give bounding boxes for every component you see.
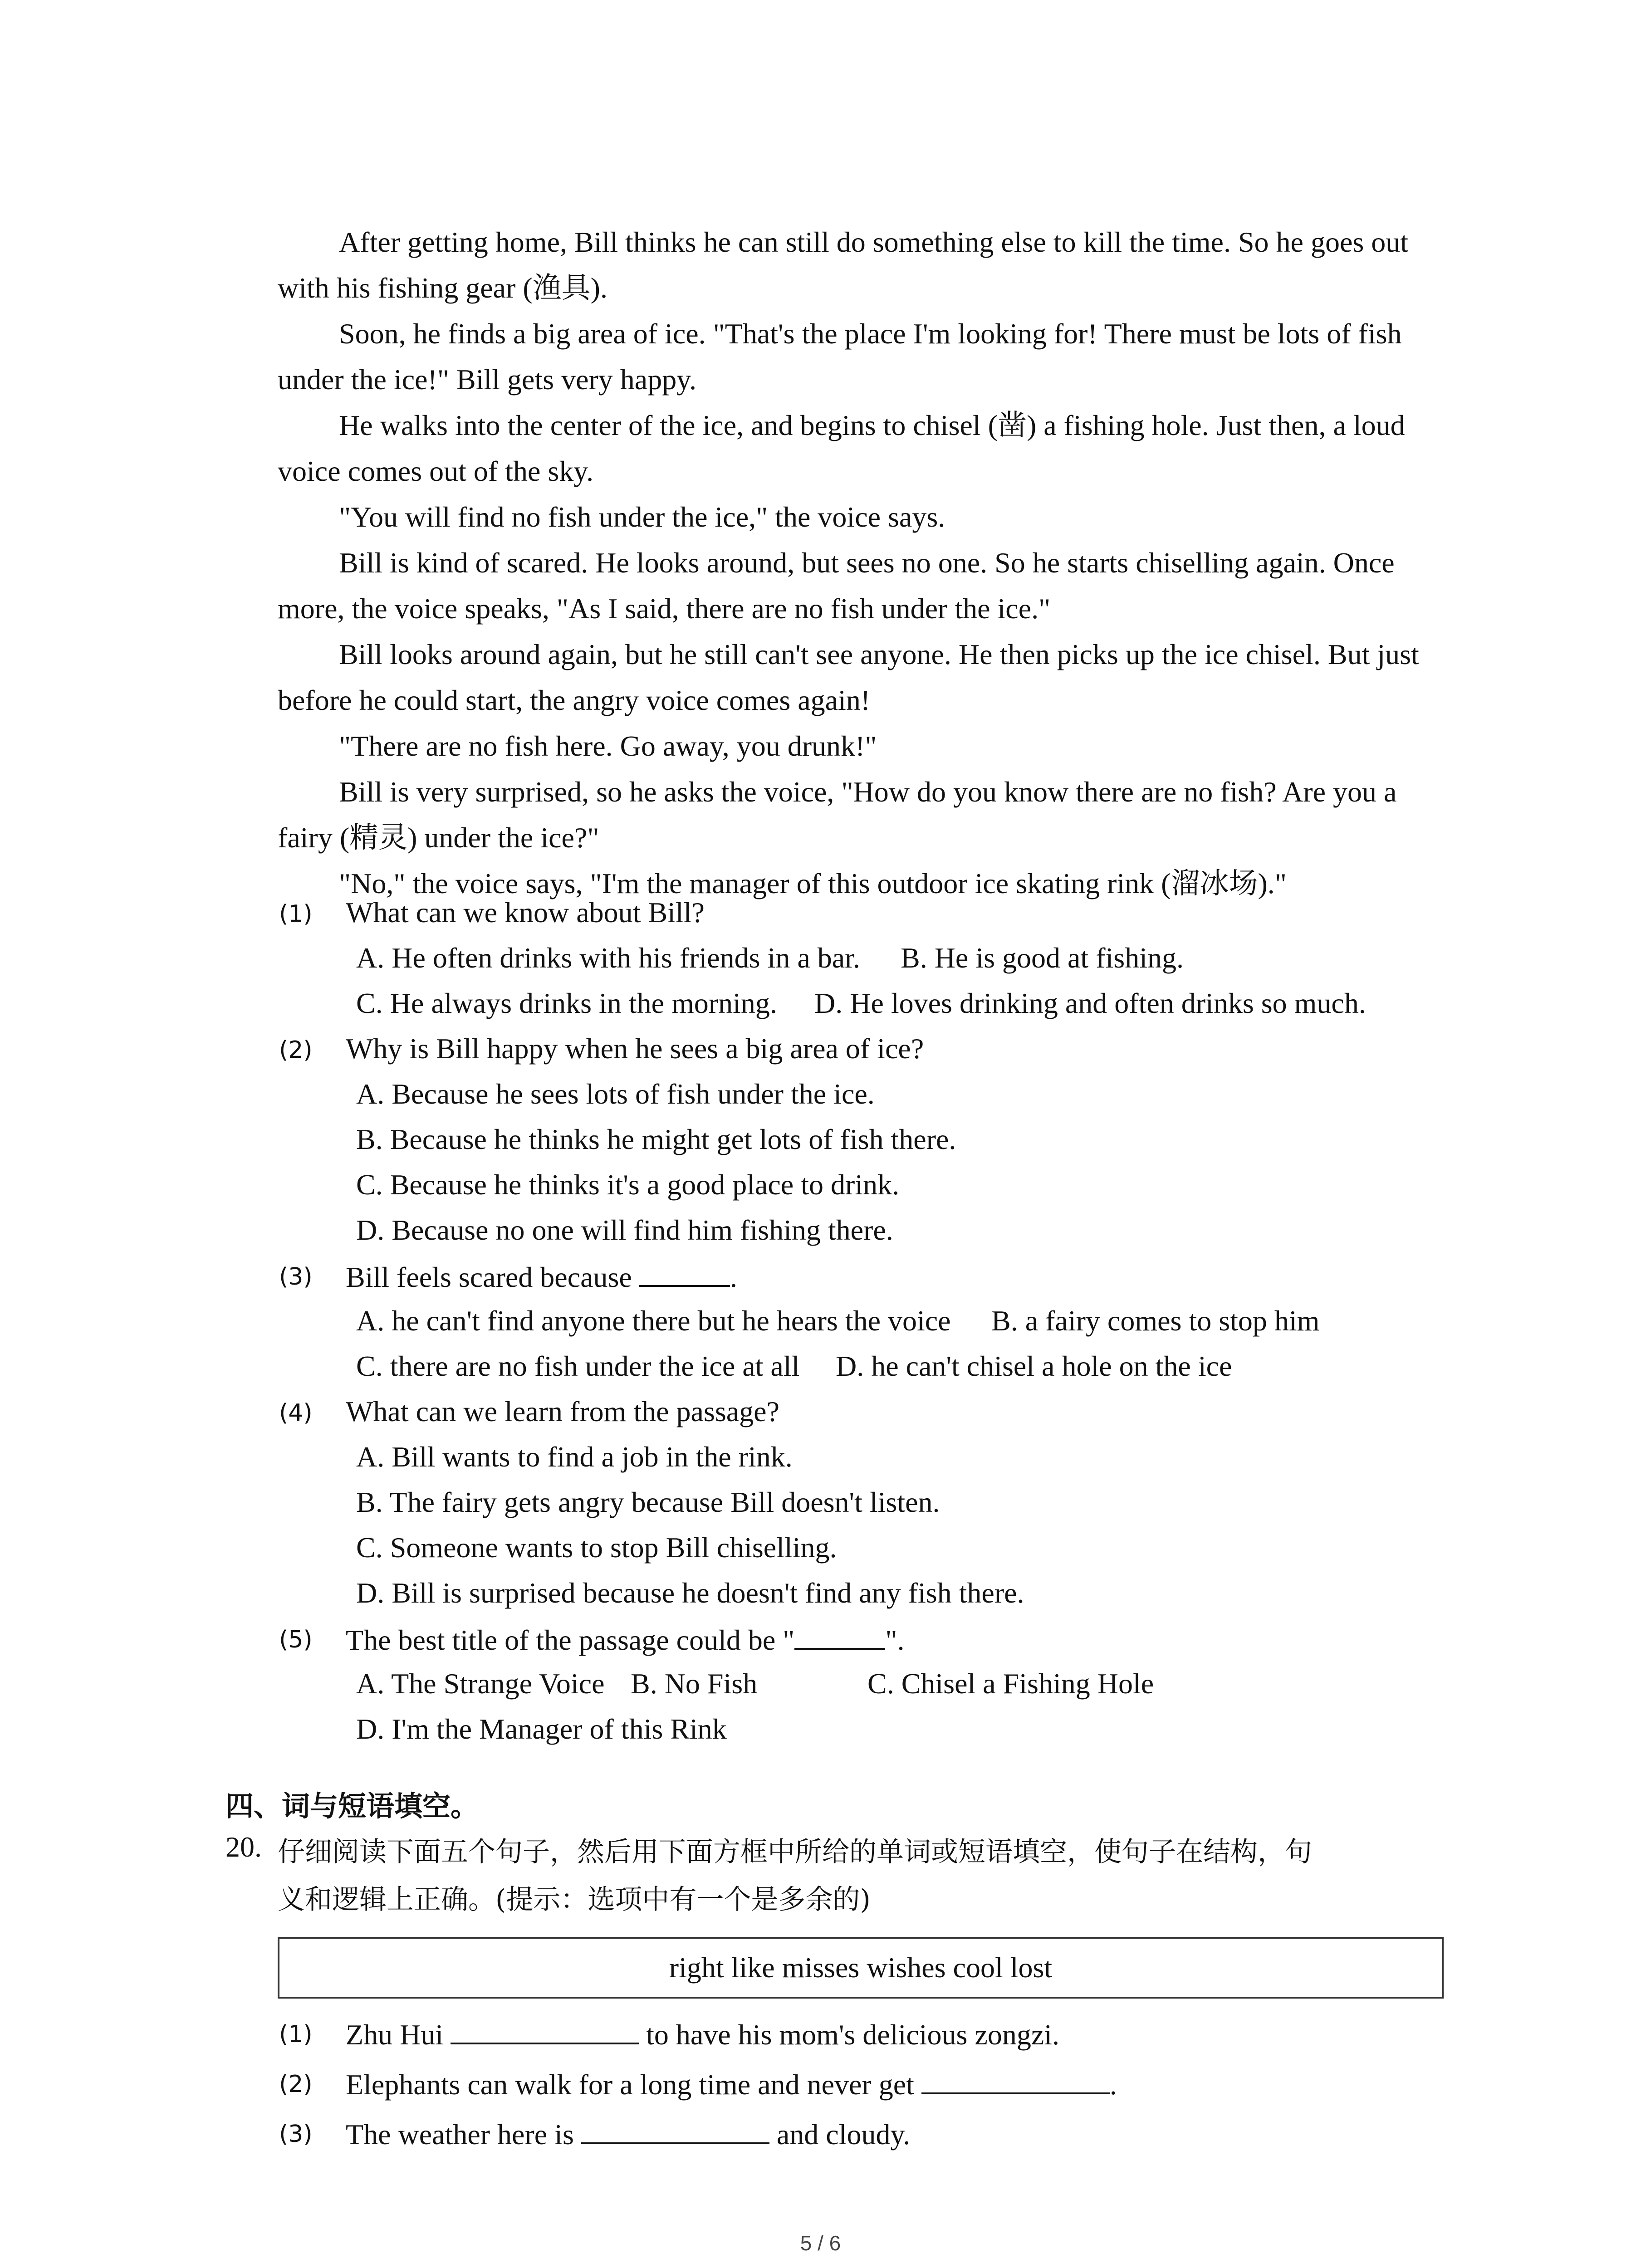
answer-blank[interactable]	[451, 2016, 639, 2044]
option-d: D. I'm the Manager of this Rink	[356, 1713, 727, 1745]
passage-paragraph: "No," the voice says, "I'm the manager of this outdoor ice skating rink (溜冰场)."	[339, 867, 1287, 899]
question-text-before: The best title of the passage could be "	[346, 1624, 795, 1656]
passage-paragraph: "There are no fish here. Go away, you drunk!"	[339, 730, 877, 762]
fill-sentence	[346, 2116, 910, 2151]
sentence-after: .	[1109, 2068, 1117, 2101]
sentence-after: to have his mom's delicious zongzi.	[646, 2019, 1060, 2051]
option-c: C. He always drinks in the morning.	[356, 987, 777, 1019]
section-title: 四、词与短语填空。	[225, 1789, 479, 1823]
passage-paragraph: Soon, he finds a big area of ice. "That's the place I'm looking for! There must be lots of fish under the ice!" Bill gets very happy.	[278, 318, 1402, 396]
option-a: A. he can't find anyone there but he hears the voice	[356, 1305, 951, 1337]
option-b: B. No Fish	[631, 1667, 758, 1700]
option-d: D. he can't chisel a hole on the ice	[836, 1350, 1232, 1382]
question-text-after: ".	[885, 1624, 905, 1656]
option-d: D. Bill is surprised because he doesn't find any fish there.	[356, 1577, 1024, 1609]
option-d: D. He loves drinking and often drinks so much.	[814, 987, 1366, 1019]
option-c: C. there are no fish under the ice at all	[356, 1350, 800, 1382]
sentence-before: Elephants can walk for a long time and never get	[346, 2068, 914, 2101]
passage-paragraph: Bill looks around again, but he still can't see anyone. He then picks up the ice chisel. But just before he could start, the angry voice comes again!	[278, 638, 1419, 716]
question-number: (4)	[279, 1399, 313, 1427]
item-number: (2)	[279, 2071, 313, 2098]
option-c: C. Chisel a Fishing Hole	[867, 1667, 1154, 1700]
option-b: B. Because he thinks he might get lots of fish there.	[356, 1123, 956, 1155]
word-bank-text: right like misses wishes cool lost	[669, 1951, 1053, 1984]
answer-blank[interactable]	[639, 1259, 730, 1287]
option-a: A. The Strange Voice	[356, 1667, 605, 1700]
item-number: (3)	[279, 2121, 313, 2148]
question-text-before: Bill feels scared because	[346, 1261, 632, 1293]
sentence-after: and cloudy.	[776, 2118, 911, 2151]
passage-paragraph: "You will find no fish under the ice," the voice says.	[339, 501, 945, 533]
question-text	[346, 1622, 905, 1657]
passage-paragraph: Bill is very surprised, so he asks the voice, "How do you know there are no fish? Are you a fairy (精灵) under the ice?"	[278, 776, 1397, 854]
question-number: (3)	[279, 1263, 313, 1290]
option-a: A. Bill wants to find a job in the rink.	[356, 1441, 793, 1473]
passage-paragraph: After getting home, Bill thinks he can still do something else to kill the time. So he goes out with his fishing gear (渔具).	[278, 226, 1409, 304]
instruction-text: 仔细阅读下面五个句子，然后用下面方框中所给的单词或短语填空，使句子在结构，句	[278, 1836, 1312, 1868]
word-bank-box	[278, 1937, 1444, 1999]
reading-passage	[278, 219, 1439, 906]
question-text	[346, 1259, 737, 1294]
question-text: Why is Bill happy when he sees a big area of ice?	[346, 1032, 924, 1065]
option-b: B. The fairy gets angry because Bill doesn't listen.	[356, 1486, 940, 1518]
answer-blank[interactable]	[794, 1622, 885, 1650]
answer-blank[interactable]	[921, 2066, 1110, 2094]
passage-paragraph: Bill is kind of scared. He looks around, but sees no one. So he starts chiselling again. Once more, the voice speaks, "As I said, there are no fish under the ice."	[278, 547, 1395, 625]
question-number: (1)	[279, 900, 313, 928]
sentence-before: Zhu Hui	[346, 2019, 444, 2051]
option-a: A. Because he sees lots of fish under the ice.	[356, 1078, 875, 1110]
option-c: C. Someone wants to stop Bill chiselling.	[356, 1531, 837, 1564]
instruction-text: 义和逻辑上正确。(提示：选项中有一个是多余的)	[278, 1884, 871, 1916]
option-b: B. a fairy comes to stop him	[991, 1305, 1320, 1337]
question-text: What can we know about Bill?	[346, 896, 705, 929]
question-number: (5)	[279, 1626, 313, 1653]
page-number: 5 / 6	[800, 2231, 841, 2255]
question-number: 20.	[225, 1831, 262, 1863]
passage-paragraph: He walks into the center of the ice, and begins to chisel (凿) a fishing hole. Just then, a loud voice comes out of the sky.	[278, 409, 1405, 487]
fill-sentence	[346, 2016, 1059, 2052]
option-d: D. Because no one will find him fishing there.	[356, 1214, 893, 1246]
option-a: A. He often drinks with his friends in a bar.	[356, 942, 860, 974]
option-b: B. He is good at fishing.	[901, 942, 1184, 974]
item-number: (1)	[279, 2021, 313, 2048]
question-text-after: .	[730, 1261, 737, 1293]
question-number: (2)	[279, 1036, 313, 1064]
sentence-before: The weather here is	[346, 2118, 574, 2151]
question-text: What can we learn from the passage?	[346, 1395, 779, 1427]
fill-sentence	[346, 2066, 1117, 2102]
option-c: C. Because he thinks it's a good place to drink.	[356, 1168, 900, 1201]
answer-blank[interactable]	[581, 2116, 769, 2144]
